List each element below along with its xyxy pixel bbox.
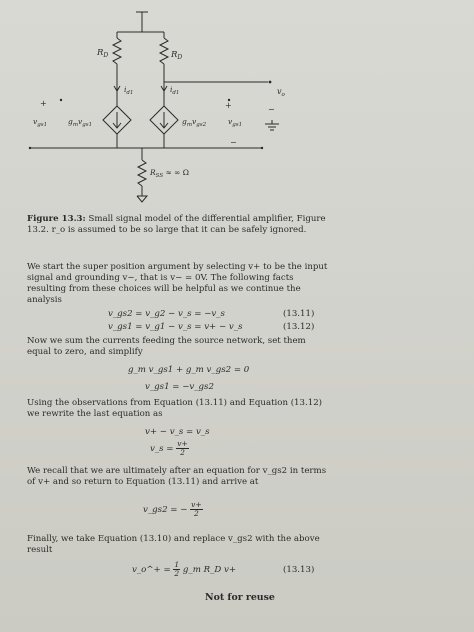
- footer-not-for-reuse: Not for reuse: [205, 592, 275, 603]
- svg-text:vo: $v_o$: [277, 87, 285, 98]
- equation-13-12-number: (13.12): [283, 322, 315, 332]
- caption-text: Small signal model of the differential amplifier, Figure 13.2. r_o is assumed to be so large that it can be safely ignored.: [27, 214, 326, 235]
- equation-f-denominator: 2: [174, 569, 180, 578]
- paragraph-2: Now we sum the currents feeding the source network, set them equal to zero, and simplify: [27, 336, 306, 357]
- equation-d-left: v_s =: [150, 444, 174, 454]
- paragraph-5: Finally, we take Equation (13.10) and replace v_gs2 with the above result: [27, 534, 320, 555]
- svg-text:gmvgs1: $g_mv_{gs1}$: [68, 117, 93, 128]
- circuit-diagram: [0, 0, 474, 210]
- equation-e-numerator: v+: [191, 500, 202, 509]
- caption-label: Figure 13.3:: [27, 214, 86, 224]
- equation-13-11: v_gs2 = v_g2 − v_s = −v_s: [108, 309, 225, 319]
- paragraph-1: We start the super position argument by selecting v+ to be the input signal and grounding v−, that is v− = 0V. The following facts resulting from these choices will be helpful as we continue the analysis: [27, 262, 328, 305]
- rss-resistor: [138, 160, 146, 186]
- rd-left-resistor: [113, 38, 121, 64]
- equation-a: g_m v_gs1 + g_m v_gs2 = 0: [128, 365, 250, 375]
- equation-c: v+ − v_s = v_s: [145, 427, 210, 437]
- equation-d: [150, 440, 189, 457]
- paragraph-3: Using the observations from Equation (13.11) and Equation (13.12) we rewrite the last equation as: [27, 398, 323, 419]
- svg-text:−: −: [230, 138, 237, 147]
- svg-text:id1: $i_{d1}$: [170, 85, 180, 96]
- svg-text:RD: $R_D$: [97, 48, 109, 59]
- equation-13-13-number: (13.13): [283, 565, 315, 575]
- rd-right-resistor: [160, 38, 168, 64]
- svg-text:−: −: [268, 105, 275, 114]
- equation-e-denominator: 2: [194, 509, 199, 518]
- equation-13-12: v_gs1 = v_g1 − v_s = v+ − v_s: [108, 322, 243, 332]
- equation-d-denominator: 2: [180, 448, 185, 457]
- equation-f-fraction: [173, 561, 180, 578]
- svg-text:+: +: [40, 99, 47, 108]
- svg-text:RSS ≈ ∞ Ω: $R_{SS}$ ≈ ∞ Ω: [150, 168, 190, 179]
- equation-f-left: v_o^+ =: [132, 565, 171, 575]
- equation-f-numerator: 1: [174, 560, 180, 569]
- equation-f-right: g_m R_D v+: [182, 565, 237, 575]
- svg-text:vgs1: $v_{gs1}$: [33, 117, 48, 128]
- equation-b: v_gs1 = −v_gs2: [145, 382, 214, 392]
- svg-text:RD: $R_D$: [171, 50, 183, 61]
- svg-text:gmvgs2: $g_mv_{gs2}$: [182, 117, 207, 128]
- equation-d-fraction: [176, 440, 189, 457]
- svg-text:id1: $i_{d1}$: [124, 85, 134, 96]
- svg-text:vgs1: $v_{gs1}$: [228, 117, 243, 128]
- equation-e-fraction: [190, 501, 203, 518]
- svg-text:+: +: [225, 101, 232, 110]
- equation-e-left: v_gs2 = −: [143, 505, 188, 515]
- equation-13-13: [132, 561, 236, 578]
- equation-d-numerator: v+: [177, 439, 188, 448]
- figure-caption: [27, 214, 327, 236]
- equation-13-11-number: (13.11): [283, 309, 315, 319]
- paragraph-4: We recall that we are ultimately after an equation for v_gs2 in terms of v+ and so return to Equation (13.11) and arrive at: [27, 466, 327, 487]
- equation-e: [143, 501, 203, 518]
